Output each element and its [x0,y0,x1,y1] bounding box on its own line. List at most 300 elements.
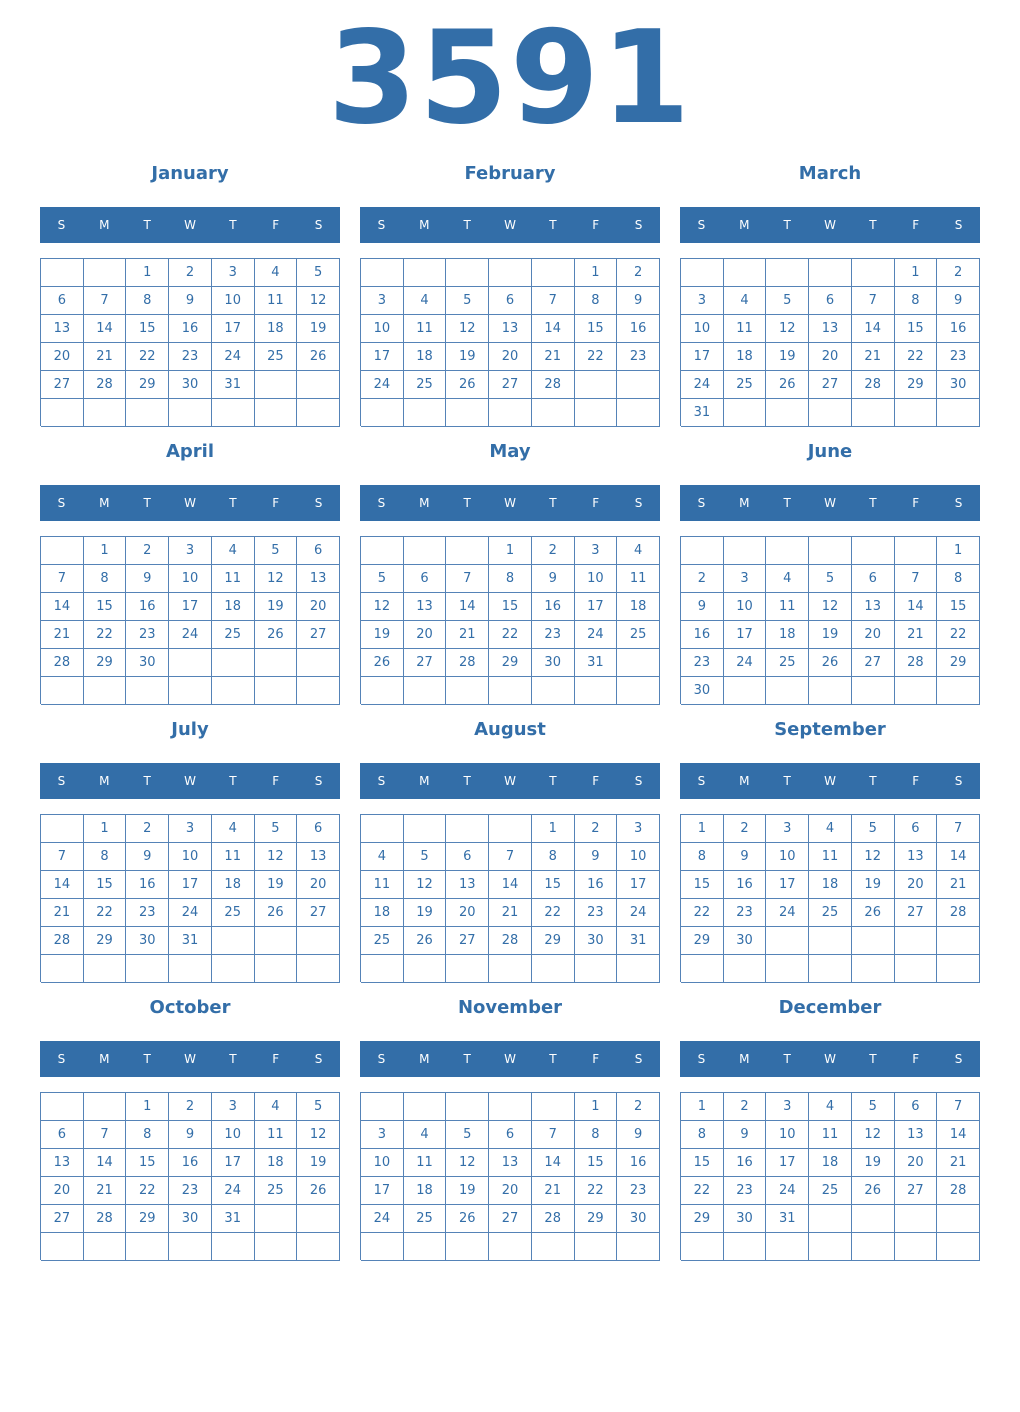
weekday-label: T [229,218,237,232]
weekday-label: W [184,1052,196,1066]
day-cell: 4 [255,1093,298,1121]
day-cell: 16 [169,1149,212,1177]
day-cell: 24 [169,899,212,927]
day-cell: 25 [255,343,298,371]
day-cell: 5 [852,1093,895,1121]
weekday-label: W [824,1052,836,1066]
day-cell: 12 [404,871,447,899]
day-cell: 28 [895,649,938,677]
day-cell: 22 [575,1177,618,1205]
day-cell: 30 [126,927,169,955]
day-cell: 31 [681,399,724,427]
day-cell: 23 [169,1177,212,1205]
weekday-label: S [634,1052,643,1066]
day-cell: 1 [681,815,724,843]
day-cell: 7 [84,1121,127,1149]
empty-cell [446,1233,489,1261]
day-cell: 26 [809,649,852,677]
day-cell: 3 [361,1121,404,1149]
day-cell: 13 [446,871,489,899]
day-cell: 28 [41,649,84,677]
day-cell: 2 [617,1093,660,1121]
day-cell: 28 [532,371,575,399]
day-cell: 7 [937,1093,980,1121]
day-cell: 28 [852,371,895,399]
weekday-label: T [463,218,471,232]
day-cell: 20 [895,871,938,899]
day-cell: 14 [41,871,84,899]
day-cell: 14 [446,593,489,621]
day-cell: 29 [532,927,575,955]
day-cell: 28 [937,1177,980,1205]
day-cell: 22 [937,621,980,649]
day-cell: 15 [895,315,938,343]
day-cell: 18 [809,871,852,899]
day-cell: 15 [681,1149,724,1177]
month-october [40,993,340,1263]
day-cell: 31 [617,927,660,955]
weekday-label: F [912,1052,920,1066]
day-cell: 26 [446,1205,489,1233]
empty-cell [126,955,169,983]
weekday-label: S [57,218,66,232]
weekday-label: T [549,496,557,510]
day-cell: 18 [212,593,255,621]
day-cell: 4 [617,537,660,565]
day-cell: 4 [766,565,809,593]
day-cell: 5 [446,287,489,315]
weekday-label: T [549,1052,557,1066]
day-cell: 19 [255,871,298,899]
day-cell: 14 [532,1149,575,1177]
empty-cell [937,677,980,705]
day-cell: 1 [575,259,618,287]
weekday-label: F [592,774,600,788]
empty-cell [852,259,895,287]
day-cell: 27 [489,371,532,399]
day-cell: 21 [41,899,84,927]
day-cell: 28 [84,1205,127,1233]
day-cell: 17 [361,1177,404,1205]
empty-cell [489,259,532,287]
weekday-label: M [739,1052,750,1066]
weekday-label: T [143,496,151,510]
day-cell: 14 [852,315,895,343]
day-grid [40,814,340,982]
empty-cell [297,955,340,983]
day-cell: 4 [212,815,255,843]
day-cell: 16 [724,871,767,899]
year-title: 3591 [327,4,693,153]
day-cell: 3 [212,1093,255,1121]
day-cell: 2 [169,259,212,287]
day-cell: 22 [126,343,169,371]
empty-cell [212,677,255,705]
day-cell: 23 [532,621,575,649]
day-cell: 4 [212,537,255,565]
day-cell: 21 [895,621,938,649]
empty-cell [446,955,489,983]
day-cell: 13 [895,1121,938,1149]
day-cell: 18 [617,593,660,621]
weekday-label: W [504,774,516,788]
day-cell: 25 [809,899,852,927]
day-cell: 7 [532,1121,575,1149]
empty-cell [532,677,575,705]
day-cell: 26 [852,1177,895,1205]
empty-cell [404,815,447,843]
day-cell: 24 [724,649,767,677]
weekday-label: W [504,496,516,510]
day-cell: 21 [489,899,532,927]
day-cell: 3 [169,537,212,565]
day-cell: 30 [532,649,575,677]
day-cell: 20 [41,343,84,371]
empty-cell [617,955,660,983]
empty-cell [489,815,532,843]
day-cell: 6 [895,1093,938,1121]
day-cell: 31 [212,371,255,399]
empty-cell [212,399,255,427]
empty-cell [489,399,532,427]
month-name: February [464,163,556,184]
weekday-label: T [783,774,791,788]
day-cell: 17 [681,343,724,371]
day-cell: 25 [724,371,767,399]
empty-cell [255,927,298,955]
day-cell: 8 [126,287,169,315]
day-cell: 25 [212,899,255,927]
empty-cell [404,1093,447,1121]
weekday-label: T [463,774,471,788]
day-cell: 24 [617,899,660,927]
day-cell: 29 [489,649,532,677]
day-cell: 26 [361,649,404,677]
day-cell: 13 [297,565,340,593]
weekday-label: S [377,774,386,788]
day-cell: 15 [575,315,618,343]
day-cell: 12 [766,315,809,343]
day-cell: 13 [489,315,532,343]
day-cell: 23 [169,343,212,371]
empty-cell [297,1233,340,1261]
empty-cell [297,677,340,705]
day-cell: 29 [895,371,938,399]
day-cell: 6 [852,565,895,593]
day-cell: 11 [809,843,852,871]
day-cell: 17 [575,593,618,621]
day-cell: 18 [255,1149,298,1177]
day-cell: 7 [937,815,980,843]
day-cell: 22 [532,899,575,927]
day-cell: 20 [41,1177,84,1205]
weekday-label: S [314,1052,323,1066]
empty-cell [895,1205,938,1233]
day-cell: 24 [766,899,809,927]
day-cell: 14 [41,593,84,621]
day-cell: 11 [255,1121,298,1149]
day-cell: 5 [255,815,298,843]
empty-cell [41,537,84,565]
day-cell: 5 [446,1121,489,1149]
empty-cell [852,1205,895,1233]
day-cell: 19 [404,899,447,927]
empty-cell [404,955,447,983]
weekday-label: T [143,774,151,788]
weekday-header [360,485,660,521]
day-cell: 15 [532,871,575,899]
empty-cell [724,677,767,705]
day-cell: 2 [681,565,724,593]
day-cell: 26 [446,371,489,399]
day-cell: 11 [724,315,767,343]
empty-cell [41,399,84,427]
day-cell: 31 [212,1205,255,1233]
day-cell: 17 [617,871,660,899]
weekday-label: M [99,774,110,788]
day-grid [680,814,980,982]
day-cell: 5 [766,287,809,315]
day-cell: 18 [404,1177,447,1205]
empty-cell [617,649,660,677]
day-cell: 20 [489,1177,532,1205]
day-cell: 23 [724,899,767,927]
empty-cell [84,1233,127,1261]
day-cell: 13 [41,1149,84,1177]
day-cell: 11 [255,287,298,315]
day-cell: 30 [681,677,724,705]
month-name: June [807,441,853,462]
month-june [680,437,980,707]
day-cell: 13 [297,843,340,871]
empty-cell [895,399,938,427]
weekday-header [40,1041,340,1077]
day-cell: 31 [766,1205,809,1233]
day-cell: 17 [212,315,255,343]
weekday-label: T [869,496,877,510]
day-cell: 23 [724,1177,767,1205]
month-name: April [165,441,215,462]
day-cell: 3 [617,815,660,843]
day-cell: 2 [532,537,575,565]
day-cell: 7 [852,287,895,315]
day-cell: 30 [169,371,212,399]
weekday-label: T [869,1052,877,1066]
weekday-label: W [184,496,196,510]
weekday-label: S [697,496,706,510]
day-cell: 9 [169,1121,212,1149]
empty-cell [724,955,767,983]
day-cell: 21 [937,1149,980,1177]
weekday-header [40,485,340,521]
day-cell: 20 [809,343,852,371]
month-name: May [489,441,531,462]
day-cell: 1 [937,537,980,565]
empty-cell [446,399,489,427]
day-cell: 12 [446,315,489,343]
empty-cell [41,815,84,843]
day-cell: 2 [937,259,980,287]
weekday-header [40,207,340,243]
day-cell: 16 [617,315,660,343]
empty-cell [361,815,404,843]
day-cell: 6 [297,815,340,843]
day-cell: 3 [681,287,724,315]
day-cell: 3 [575,537,618,565]
day-cell: 10 [724,593,767,621]
day-cell: 19 [446,343,489,371]
day-cell: 17 [724,621,767,649]
empty-cell [809,259,852,287]
day-cell: 15 [84,593,127,621]
day-cell: 17 [766,1149,809,1177]
day-cell: 25 [404,1205,447,1233]
empty-cell [532,955,575,983]
day-cell: 27 [895,899,938,927]
empty-cell [937,399,980,427]
day-cell: 3 [724,565,767,593]
month-january [40,159,340,429]
day-cell: 16 [681,621,724,649]
day-cell: 6 [297,537,340,565]
day-cell: 10 [361,315,404,343]
day-cell: 2 [724,1093,767,1121]
day-cell: 25 [361,927,404,955]
empty-cell [297,649,340,677]
empty-cell [446,537,489,565]
day-cell: 5 [404,843,447,871]
day-cell: 8 [84,843,127,871]
day-cell: 27 [297,899,340,927]
weekday-label: M [99,1052,110,1066]
weekday-label: W [184,218,196,232]
day-cell: 19 [255,593,298,621]
day-cell: 3 [361,287,404,315]
day-cell: 1 [681,1093,724,1121]
empty-cell [852,1233,895,1261]
empty-cell [895,537,938,565]
weekday-label: S [697,1052,706,1066]
day-cell: 5 [255,537,298,565]
day-cell: 4 [361,843,404,871]
empty-cell [575,399,618,427]
day-cell: 16 [126,871,169,899]
weekday-label: S [314,496,323,510]
day-cell: 14 [532,315,575,343]
weekday-label: F [912,218,920,232]
empty-cell [809,677,852,705]
day-cell: 10 [212,1121,255,1149]
day-cell: 28 [532,1205,575,1233]
weekday-label: S [697,218,706,232]
weekday-label: S [954,774,963,788]
weekday-header [360,763,660,799]
day-cell: 13 [489,1149,532,1177]
day-cell: 23 [937,343,980,371]
day-cell: 13 [895,843,938,871]
day-cell: 14 [84,315,127,343]
day-cell: 12 [852,843,895,871]
day-cell: 20 [404,621,447,649]
weekday-label: F [272,774,280,788]
weekday-label: F [272,1052,280,1066]
day-cell: 20 [895,1149,938,1177]
day-cell: 16 [532,593,575,621]
weekday-label: W [824,774,836,788]
day-cell: 28 [41,927,84,955]
weekday-label: S [57,496,66,510]
day-cell: 24 [212,343,255,371]
day-cell: 18 [766,621,809,649]
empty-cell [212,1233,255,1261]
day-cell: 9 [169,287,212,315]
day-cell: 11 [809,1121,852,1149]
day-cell: 12 [297,1121,340,1149]
weekday-header [40,763,340,799]
month-name: March [798,163,862,184]
day-cell: 15 [126,315,169,343]
weekday-label: W [184,774,196,788]
day-cell: 6 [809,287,852,315]
weekday-label: W [504,218,516,232]
empty-cell [212,927,255,955]
day-cell: 18 [724,343,767,371]
day-cell: 21 [937,871,980,899]
day-cell: 22 [895,343,938,371]
day-cell: 3 [212,259,255,287]
day-cell: 25 [766,649,809,677]
day-cell: 21 [84,1177,127,1205]
day-cell: 28 [446,649,489,677]
empty-cell [937,1205,980,1233]
day-cell: 6 [489,287,532,315]
weekday-header [680,207,980,243]
day-cell: 17 [766,871,809,899]
day-cell: 4 [255,259,298,287]
weekday-label: T [143,1052,151,1066]
empty-cell [766,1233,809,1261]
day-cell: 2 [126,815,169,843]
weekday-label: T [143,218,151,232]
weekday-label: M [739,496,750,510]
empty-cell [404,537,447,565]
empty-cell [404,259,447,287]
empty-cell [84,1093,127,1121]
day-cell: 13 [809,315,852,343]
day-grid [680,1092,980,1260]
empty-cell [446,677,489,705]
weekday-label: T [783,496,791,510]
day-cell: 16 [575,871,618,899]
empty-cell [852,399,895,427]
day-cell: 10 [681,315,724,343]
weekday-label: S [634,774,643,788]
day-cell: 4 [404,287,447,315]
day-cell: 29 [937,649,980,677]
day-cell: 22 [681,899,724,927]
day-cell: 14 [937,843,980,871]
day-cell: 19 [852,871,895,899]
month-august [360,715,660,985]
day-cell: 9 [724,843,767,871]
day-cell: 23 [575,899,618,927]
weekday-label: M [419,496,430,510]
weekday-label: S [634,496,643,510]
day-cell: 21 [84,343,127,371]
day-cell: 24 [575,621,618,649]
day-cell: 23 [617,343,660,371]
day-cell: 26 [297,343,340,371]
